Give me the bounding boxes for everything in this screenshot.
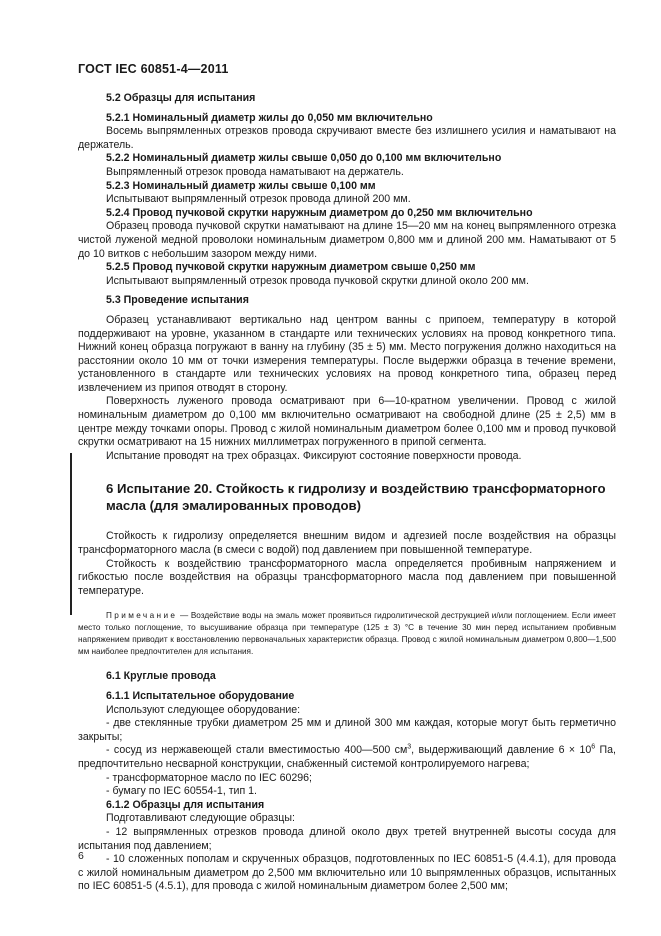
section-6-paragraph-2: Стойкость к воздействию трансформаторного масла определяется пробивным напряжением и гибкостью после воздействия на образцы трансформаторного масла под давлением при повышенной температуре.: [78, 557, 616, 597]
section-6-heading: 6 Испытание 20. Стойкость к гидролизу и воздействию трансформаторного масла (для эмалированных проводов): [106, 481, 606, 513]
samples-item-twisted: - 10 сложенных пополам и скрученных образцов, подготовленных по IEC 60851-5 (4.4.1), для провода с жилой номинальным диаметром до 2,500 мм включительно или 10 выпрямленных образцов, испытанных по IEC 60851-5 (4.5.1), для провода с жилой номинальным диаметром более 2,500 мм;: [78, 853, 616, 893]
section-5-2-5-heading: 5.2.5 Провод пучковой скрутки наружным диаметром свыше 0,250 мм: [106, 261, 476, 274]
equipment-item-tubes: - две стеклянные трубки диаметром 25 мм и длиной 300 мм каждая, которые могут быть герметично закрыты;: [78, 717, 616, 743]
section-6-note: [78, 610, 616, 658]
section-5-3-paragraph-1: Образец устанавливают вертикально над центром ванны с припоем, температуру в которой поддерживают на уровне, указанном в стандарте или технических условиях на провод конкретного типа. Нижний конец образца погружают в ванну на глубину (35 ± 5) мм. Место погружения должно находиться на расстоянии около 10 мм от точки измерения температуры. После выдержки образца в течение времени, установленного в стандарте или технических условиях на провод конкретного типа, образец перед извлечением из припоя отводят в сторону.: [78, 313, 616, 394]
section-5-2-4-text: Образец провода пучковой скрутки наматывают на длине 15—20 мм на конец выпрямленного отрезка чистой луженой медной проволоки номинальным диаметром 0,800 мм и длиной 200 мм. Наматывают от 5 до 10 витков с небольшим зазором между ними.: [78, 220, 616, 260]
section-5-2-2-text: Выпрямленный отрезок провода наматывают на держатель.: [106, 165, 404, 178]
section-5-2-heading: 5.2 Образцы для испытания: [106, 92, 256, 104]
section-6-1-1-heading: 6.1.1 Испытательное оборудование: [106, 690, 295, 702]
change-bar: [70, 453, 72, 615]
section-5-2-3-heading: 5.2.3 Номинальный диаметр жилы свыше 0,100 мм: [106, 179, 376, 192]
document-header: ГОСТ IEC 60851-4—2011: [78, 62, 229, 76]
note-text: — Воздействие воды на эмаль может проявиться гидролитической деструкцией и/или поглощением. Если имеет место только поглощение, то высушивание образца при температуре (125 ± 3) °С в течение 30 мин перед испытанием пробивным напряжением приводит к восстановлению первоначальных характеристик образца. Провод с жилой номинальным диаметром 0,800—1,500 мм наиболее предпочтителен для испытания.: [78, 611, 616, 657]
equipment-item-vessel: - сосуд из нержавеющей стали вместимостью 400—500 $см^3$, выдерживающий давление $6 \times 10^6$ Па, предпочтительно несварной конструкции, снабженный системой контролируемого нагрева;: [78, 743, 616, 770]
equipment-intro: Используют следующее оборудование:: [106, 703, 301, 716]
section-5-3-paragraph-3: Испытание проводят на трех образцах. Фиксируют состояние поверхности провода.: [106, 449, 522, 462]
section-5-2-4-heading: 5.2.4 Провод пучковой скрутки наружным диаметром до 0,250 мм включительно: [106, 206, 533, 219]
samples-item-straight: - 12 выпрямленных отрезков провода длиной около двух третей внутренней высоты сосуда для испытания под давлением;: [78, 825, 616, 852]
section-5-2-1-text: Восемь выпрямленных отрезков провода скручивают вместе без излишнего усилия и наматывают на держатель.: [78, 125, 616, 151]
equipment-item-paper: - бумагу по IEC 60554-1, тип 1.: [106, 785, 257, 798]
section-5-2-2-heading: 5.2.2 Номинальный диаметр жилы свыше 0,050 до 0,100 мм включительно: [106, 152, 502, 165]
page-body: [78, 92, 616, 894]
section-6-paragraph-1: Стойкость к гидролизу определяется внешним видом и адгезией после воздействия на образцы трансформаторного масла (в смеси с водой) под давлением при повышенной температуре.: [78, 530, 616, 557]
section-5-2-5-text: Испытывают выпрямленный отрезок провода пучковой скрутки длиной около 200 мм.: [106, 274, 529, 287]
section-6-1-heading: 6.1 Круглые провода: [106, 670, 216, 683]
samples-intro: Подготавливают следующие образцы:: [106, 812, 295, 825]
section-5-3-paragraph-2: Поверхность луженого провода осматривают при 6—10-кратном увеличении. Провод с жилой номинальным диаметром до 0,100 мм включительно осматривают на свободной длине (25 ± 2,5) мм в центре между точками опоры. Провод с жилой номинальным диаметром более 0,100 мм и провод пучковой скрутки осматривают на 15 нижних миллиметрах погруженного в припой сегмента.: [78, 395, 616, 449]
section-5-2-3-text: Испытывают выпрямленный отрезок провода длиной 200 мм.: [106, 193, 411, 206]
note-label: Примечание: [106, 611, 178, 621]
section-5-2-1-heading: 5.2.1 Номинальный диаметр жилы до 0,050 мм включительно: [106, 111, 433, 124]
section-5-3-heading: 5.3 Проведение испытания: [106, 294, 249, 307]
page-number: 6: [78, 850, 84, 862]
equipment-item-oil: - трансформаторное масло по IEC 60296;: [106, 771, 312, 784]
section-6-1-2-heading: 6.1.2 Образцы для испытания: [106, 798, 265, 811]
